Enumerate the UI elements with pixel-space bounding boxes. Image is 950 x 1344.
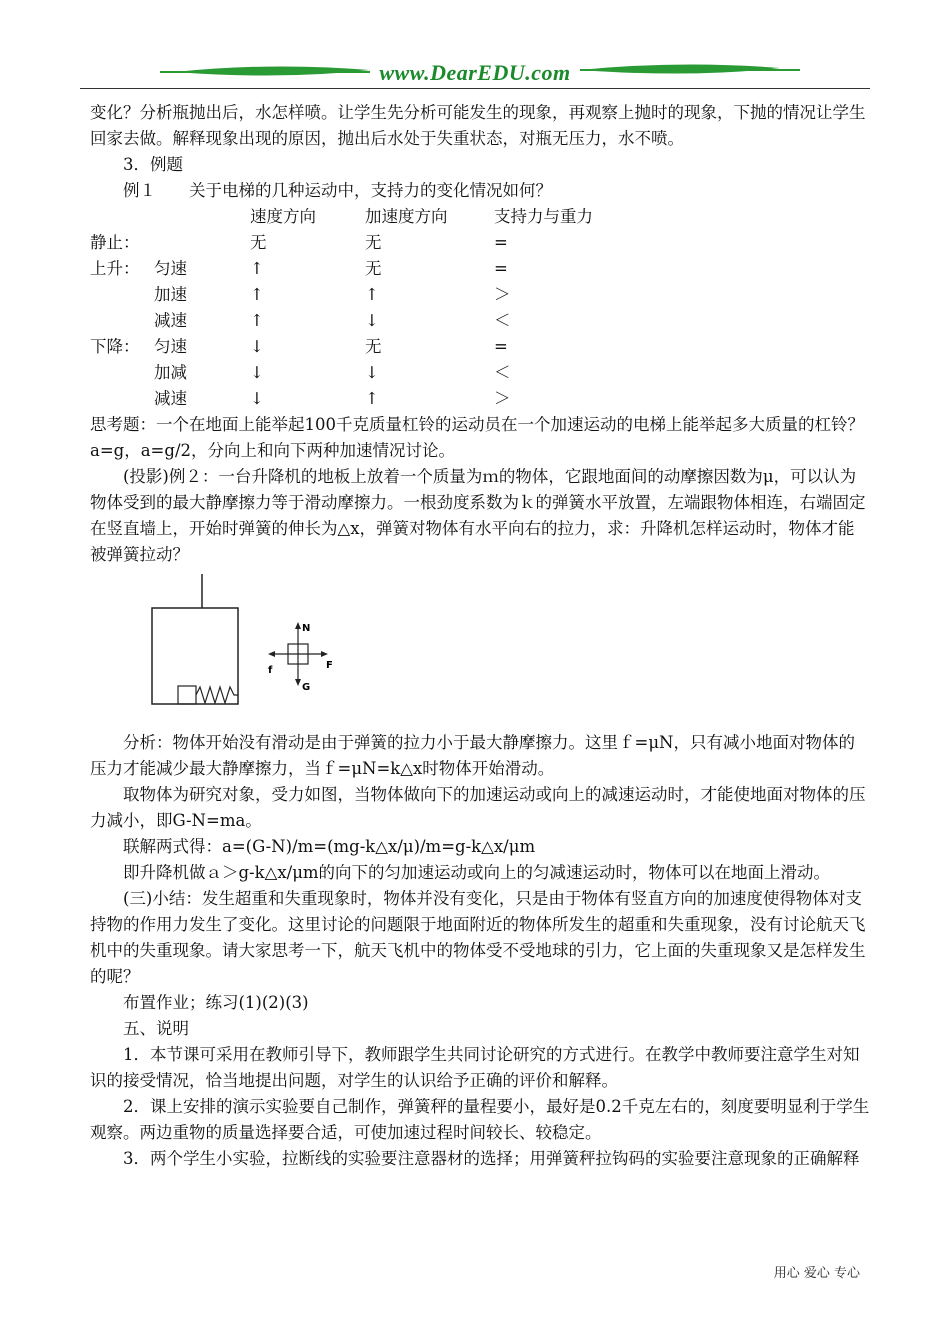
- table-row: [90, 334, 870, 360]
- row-velocity: 无: [250, 233, 267, 252]
- row-relation: ＜: [494, 363, 511, 382]
- note-1: 1．本节课可采用在教师引导下，教师跟学生共同讨论研究的方式进行。在教学中教师要注意学生对知识的接受情况，恰当地提出问题，对学生的认识给予正确的评价和解释。: [90, 1045, 860, 1090]
- row-motion: 减速: [154, 311, 187, 330]
- homework-line: 布置作业；练习(1)(2)(3): [123, 993, 309, 1012]
- note-3: 3．两个学生小实验，拉断线的实验要注意器材的选择；用弹簧秤拉钩码的实验要注意现象的正确解释: [123, 1149, 860, 1168]
- label-F: F: [326, 660, 333, 671]
- force-diagram: [268, 622, 328, 686]
- paragraph-intro: 变化？分析瓶抛出后，水怎样喷。让学生先分析可能发生的现象，再观察上抛时的现象，下抛的情况让学生回家去做。解释现象出现的原因，抛出后水处于失重状态，对瓶无压力，水不喷。: [90, 103, 866, 148]
- elevator-diagram: [140, 574, 540, 724]
- label-G: G: [302, 682, 311, 693]
- row-relation: =: [494, 337, 508, 356]
- section-notes-heading: 五、说明: [123, 1019, 189, 1038]
- row-acceleration: 无: [365, 233, 382, 252]
- block-object: [178, 686, 196, 704]
- force-analysis-paragraph: 取物体为研究对象，受力如图，当物体做向下的加速运动或向上的减速运动时，才能使地面对物体的压力减小，即G-N=ma。: [90, 785, 866, 830]
- table-row: [90, 282, 870, 308]
- row-motion: 加速: [154, 285, 187, 304]
- table-row: [90, 256, 870, 282]
- header-velocity: 速度方向: [250, 207, 316, 226]
- elevator-motion-table: [90, 204, 870, 412]
- row-motion: 减速: [154, 389, 187, 408]
- row-velocity: ↓: [250, 389, 264, 408]
- row-group: 静止：: [90, 233, 140, 252]
- row-velocity: ↑: [250, 259, 264, 278]
- header-rule: [80, 88, 870, 89]
- example-1-question: 例１ 关于电梯的几种运动中，支持力的变化情况如何？: [123, 181, 552, 200]
- table-header-row: [90, 204, 870, 230]
- header-support-vs-gravity: 支持力与重力: [494, 207, 593, 226]
- row-acceleration: ↓: [365, 311, 379, 330]
- row-acceleration: ↓: [365, 363, 379, 382]
- thinking-question: 思考题：一个在地面上能举起100千克质量杠铃的运动员在一个加速运动的电梯上能举起多大质量的杠铃？a=g，a=g/2，分向上和向下两种加速情况讨论。: [90, 415, 864, 460]
- row-relation: ＞: [494, 285, 511, 304]
- page-footer: 用心 爱心 专心: [773, 1266, 860, 1281]
- summary-paragraph: (三)小结：发生超重和失重现象时，物体并没有变化，只是由于物体有竖直方向的加速度使得物体对支持物的作用力发生了变化。这里讨论的问题限于地面附近的物体所发生的超重和失重现象，没有讨论航天飞机中的失重现象。请大家思考一下，航天飞机中的物体受不受地球的引力，它上面的失重现象又是怎样发生的呢？: [90, 889, 866, 986]
- example-2-problem: (投影)例２：一台升降机的地板上放着一个质量为ｍ的物体，它跟地面间的动摩擦因数为μ，可以认为物体受到的最大静摩擦力等于滑动摩擦力。一根劲度系数为ｋ的弹簧水平放置，左端跟物体相连，右端固定在竖直墙上，开始时弹簧的伸长为△x，弹簧对物体有水平向右的拉力，求：升降机怎样运动时，物体才能被弹簧拉动？: [90, 467, 866, 564]
- document-body: [90, 100, 870, 1172]
- row-relation: ＞: [494, 389, 511, 408]
- row-group: 上升：: [90, 259, 140, 278]
- row-velocity: ↑: [250, 285, 264, 304]
- row-acceleration: ↑: [365, 285, 379, 304]
- row-acceleration: 无: [365, 259, 382, 278]
- label-f: f: [268, 665, 273, 676]
- table-row: [90, 386, 870, 412]
- row-acceleration: 无: [365, 337, 382, 356]
- row-group: 下降：: [90, 337, 140, 356]
- row-motion: 匀速: [154, 259, 187, 278]
- row-relation: =: [494, 259, 508, 278]
- label-N: N: [302, 623, 311, 634]
- row-motion: 加减: [154, 363, 187, 382]
- header-acceleration: 加速度方向: [365, 207, 448, 226]
- site-logo-text: www.DearEDU.com: [379, 60, 571, 85]
- page-header: [80, 58, 870, 90]
- combined-equation: 联解两式得：a=(G-N)/m=(mg-k△x/μ)/m=g-k△x/μm: [123, 837, 536, 856]
- spring: [196, 687, 238, 703]
- note-2: 2．课上安排的演示实验要自己制作，弹簧秤的量程要小，最好是0.2千克左右的，刻度要明显利于学生观察。两边重物的质量选择要合适，可使加速过程时间较长、较稳定。: [90, 1097, 870, 1142]
- table-row: [90, 360, 870, 386]
- row-relation: =: [494, 233, 508, 252]
- elevator-cabin: [152, 608, 238, 704]
- row-motion: 匀速: [154, 337, 187, 356]
- conclusion-paragraph: 即升降机做ａ＞g-k△x/μm的向下的匀加速运动或向上的匀减速运动时，物体可以在地面上滑动。: [123, 863, 831, 882]
- elevator-figure: [90, 574, 870, 724]
- row-velocity: ↓: [250, 363, 264, 382]
- row-relation: ＜: [494, 311, 511, 330]
- section-example-heading: 3．例题: [123, 155, 183, 174]
- row-acceleration: ↑: [365, 389, 379, 408]
- table-row: [90, 230, 870, 256]
- row-velocity: ↓: [250, 337, 264, 356]
- table-row: [90, 308, 870, 334]
- row-velocity: ↑: [250, 311, 264, 330]
- analysis-paragraph: 分析：物体开始没有滑动是由于弹簧的拉力小于最大静摩擦力。这里ｆ=μN，只有减小地面对物体的压力才能减少最大静摩擦力，当ｆ=μN=k△x时物体开始滑动。: [90, 733, 855, 778]
